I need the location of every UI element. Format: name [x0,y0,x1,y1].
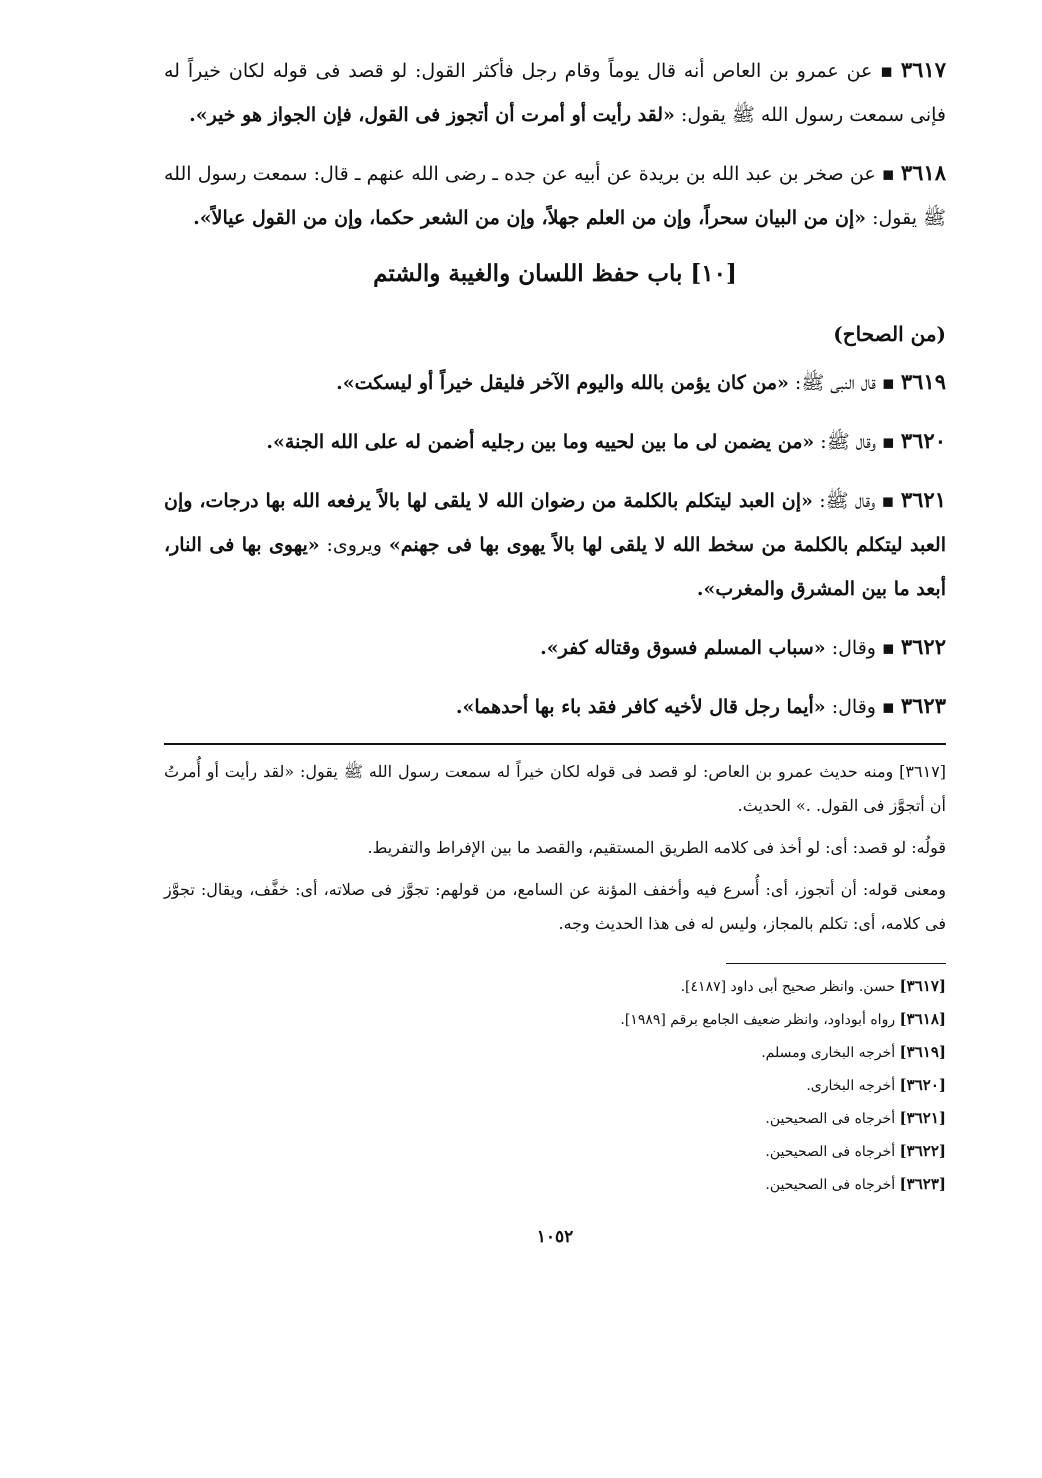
footnote-ref: [٣٦١٧] [899,977,946,995]
entry-marker: ▪ [878,60,895,82]
entry-marker: ▪ [881,696,895,718]
entry-number: ٣٦٢٢ [900,634,946,659]
footnote-item [164,1003,946,1036]
entry-quote: «لقد رأيت أو أمرت أن أتجوز فى القول، فإن الجواز هو خير». [189,104,675,126]
entry-marker: ▪ [881,490,895,512]
footnote-item [164,1036,946,1069]
entry-number: ٣٦٢٣ [900,693,946,718]
footnote-text: أخرجاه فى الصحيحين. [765,1144,896,1160]
commentary-paragraph: [٣٦١٧] ومنه حديث عمرو بن العاص: لو قصد فى قوله لكان خيراً له سمعت رسول الله ﷺ يقول: «لقد رأيت أو أُمرتُ أن أتجوَّز فى القول. .» الحديث. [164,762,947,815]
section-subheading: (من الصحاح) [833,322,946,346]
footnote-ref: [٣٦٢٢] [899,1142,946,1160]
entry-number: ٣٦١٧ [900,57,946,82]
entry-text: عن عمرو بن العاص أنه قال يوماً وقام رجل فأكثر القول: لو قصد فى قوله لكان خيراً له فإنى سمعت رسول الله ﷺ يقول: [164,60,946,126]
page-number: ١٠٥٢ [536,1227,574,1247]
footnote-text: أخرجاه فى الصحيحين. [765,1177,896,1193]
commentary-divider [164,743,946,745]
footnote-item [164,970,946,1003]
entry-number: ٣٦٢١ [900,487,946,512]
entry-text: وقال: [825,637,876,659]
commentary-paragraph: ومعنى قوله: أن أتجوز، أى: أُسرع فيه وأخفف المؤنة عن السامع، من قولهم: تجوَّز فى صلاته، أى: خفَّف، ويقال: تجوَّز فى كلامه، أى: تكلم بالمجاز، وليس له فى هذا الحديث وجه. [164,880,946,933]
footnote-ref: [٣٦١٩] [899,1043,946,1061]
entry-quote: «من كان يؤمن بالله واليوم الآخر فليقل خيراً أو ليسكت». [336,372,789,394]
footnote-ref: [٣٦٢١] [899,1109,946,1127]
footnote-item [164,1102,946,1135]
entry-quote: «أيما رجل قال لأخيه كافر فقد باء بها أحدهما». [455,696,826,718]
entry-quote: «من يضمن لى ما بين لحييه وما بين رجليه أضمن له على الله الجنة». [266,431,815,453]
footnote-text: أخرجه البخارى. [806,1078,896,1094]
footnote-divider [726,963,946,964]
footnote-item [164,1069,946,1102]
footnote-text: رواه أبوداود، وانظر ضعيف الجامع برقم [١٩٨٩]. [620,1012,896,1028]
footnote-text: حسن. وانظر صحيح أبى داود [٤١٨٧]. [680,979,896,995]
entry-marker: ▪ [881,431,895,453]
entry-quote: «إن العبد ليتكلم بالكلمة من رضوان الله لا يلقى لها بالاً يرفعه الله بها درجات، وإن العبد ليتكلم بالكلمة من سخط الله لا يلقى لها بالاً يهوى بها فى جهنم» [164,490,946,556]
entry-text-continued: ويروى: [319,534,389,556]
entry-quote: «سباب المسلم فسوق وقتاله كفر». [540,637,826,659]
entry-number: ٣٦١٩ [900,369,946,394]
entry-marker: ▪ [881,372,895,394]
entry-marker: ▪ [881,163,895,185]
footnote-item [164,1135,946,1168]
hadith-entry-3622 [164,625,946,670]
entry-number: ٣٦٢٠ [900,428,946,453]
chapter-title: [١٠] باب حفظ اللسان والغيبة والشتم [373,260,737,287]
entry-text: وقال: [825,696,876,718]
entry-text: وقال ﷺ: [812,490,876,512]
hadith-entry-3617 [164,48,946,137]
entry-text: عن صخر بن عبد الله بن بريدة عن أبيه عن جده ـ رضى الله عنهم ـ قال: سمعت رسول الله ﷺ يقول: [164,163,946,229]
footnote-text: أخرجاه فى الصحيحين. [765,1111,896,1127]
commentary-paragraph: قولُه: لو قصد: أى: لو أخذ فى كلامه الطريق المستقيم، والقصد ما بين الإفراط والتفريط. [367,838,946,857]
footnote-ref: [٣٦٢٠] [899,1076,946,1094]
hadith-entry-3618 [164,151,946,240]
footnote-text: أخرجه البخارى ومسلم. [761,1045,896,1061]
entry-number: ٣٦١٨ [900,160,946,185]
hadith-entry-3623 [164,684,946,729]
footnote-ref: [٣٦١٨] [899,1010,946,1028]
entry-text: وقال ﷺ: [814,431,876,453]
hadith-entry-3620 [164,419,946,464]
footnote-item [164,1168,946,1201]
hadith-entry-3619 [164,360,946,405]
entry-marker: ▪ [881,637,895,659]
entry-text: قال النبى ﷺ: [788,372,876,394]
entry-quote-variant: «يهوى بها فى النار، أبعد ما بين المشرق والمغرب». [164,534,946,600]
footnote-ref: [٣٦٢٣] [899,1175,946,1193]
hadith-entry-3621 [164,478,946,611]
entry-quote: «إن من البيان سحراً، وإن من العلم جهلاً، وإن من الشعر حكما، وإن من القول عيالاً». [193,207,867,229]
